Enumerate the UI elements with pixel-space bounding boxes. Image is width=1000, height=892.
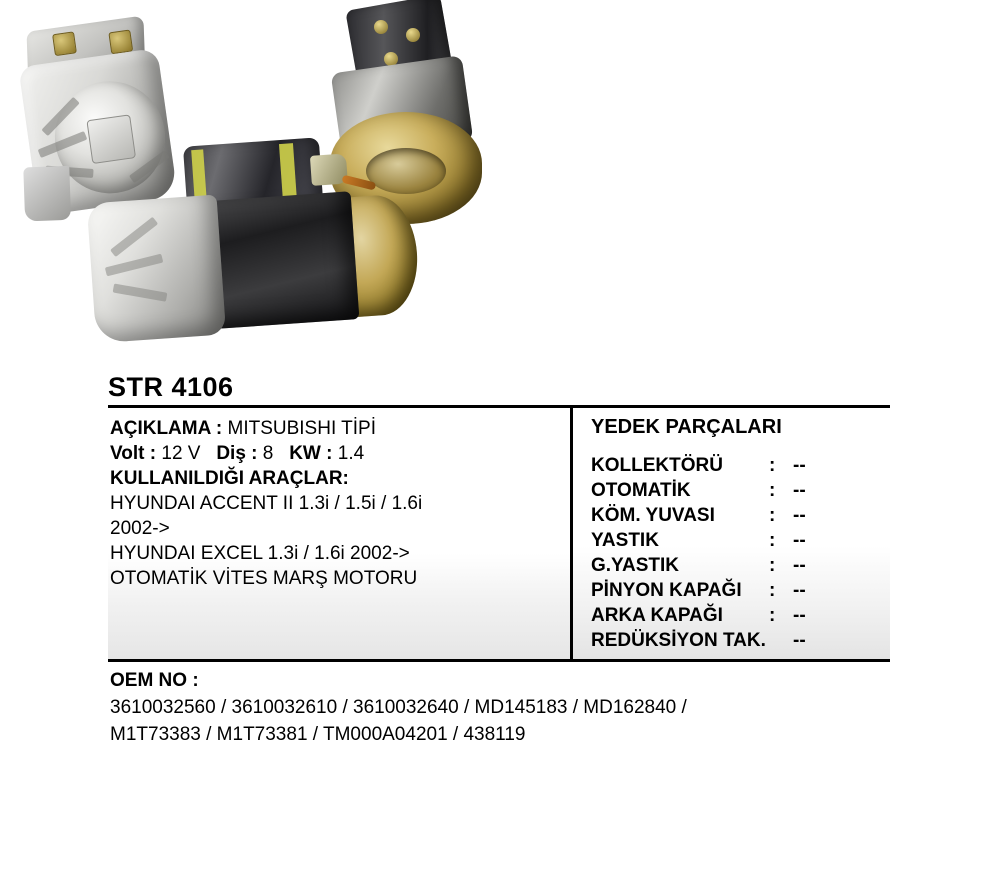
description-row [110,416,564,441]
spare-part-colon: : [769,480,776,502]
spare-parts-column [570,408,890,659]
spare-part-row [587,528,886,553]
starter-1-terminal-bolt [52,31,77,56]
spare-part-colon: : [769,455,776,477]
starter-1-mounting-flange [23,166,71,222]
oem-line: M1T73383 / M1T73381 / TM000A04201 / 438119 [110,724,526,746]
product-details-grid [108,408,890,662]
electrical-spec-row [110,441,564,466]
spare-part-value: -- [793,505,806,527]
spare-part-value: -- [793,580,806,602]
product-specs-column [108,408,570,659]
kw-value: 1.4 [337,443,365,465]
product-info-table [108,372,890,752]
spare-part-name: PİNYON KAPAĞI [591,580,742,602]
spare-part-name: KOLLEKTÖRÜ [591,455,723,477]
starter-1-terminal-bolt [108,29,133,54]
spare-part-colon: : [769,530,776,552]
product-code: STR 4106 [108,372,234,402]
spare-part-row [587,503,886,528]
vehicle-line: OTOMATİK VİTES MARŞ MOTORU [110,568,418,590]
spare-part-colon: : [769,505,776,527]
kw-label: KW : [289,443,333,465]
starter-2-terminal [374,20,388,34]
spare-part-value: -- [793,480,806,502]
spare-part-row [587,603,886,628]
spare-part-name: KÖM. YUVASI [591,505,715,527]
spare-part-row [587,628,886,653]
spare-part-name: G.YASTIK [591,555,679,577]
starter-3-motor-barrel [205,191,360,329]
starter-3-connector-wire [341,175,376,191]
spare-part-row [587,553,886,578]
product-photo-area [0,0,1000,370]
spare-part-colon: : [769,605,776,627]
vehicle-line: HYUNDAI ACCENT II 1.3i / 1.5i / 1.6i [110,493,423,515]
starter-motor-photo-3 [83,127,427,364]
vehicle-line: 2002-> [110,518,170,540]
vehicles-label: KULLANILDIĞI ARAÇLAR: [110,468,349,490]
spare-part-name: YASTIK [591,530,659,552]
spare-part-colon: : [769,580,776,602]
spare-part-value: -- [793,555,806,577]
spare-part-value: -- [793,605,806,627]
spare-part-value: -- [793,455,806,477]
volt-label: Volt : [110,443,157,465]
oem-numbers-section [108,662,890,752]
spare-part-colon: : [769,555,776,577]
spare-part-name: REDÜKSİYON TAK. [591,630,766,652]
oem-label: OEM NO : [110,670,199,692]
teeth-value: 8 [262,443,274,465]
spare-part-row [587,578,886,603]
description-value: MITSUBISHI TİPİ [227,418,377,440]
spare-part-name: ARKA KAPAĞI [591,605,723,627]
product-code-row [108,372,890,408]
spare-part-row [587,478,886,503]
starter-2-terminal [406,28,420,42]
spare-part-row [587,453,886,478]
oem-line: 3610032560 / 3610032610 / 3610032640 / MD145183 / MD162840 / [110,697,687,719]
spare-parts-title: YEDEK PARÇALARI [591,416,782,439]
spare-part-value: -- [793,530,806,552]
spare-part-value: -- [793,630,806,652]
teeth-label: Diş : [216,443,258,465]
description-label: AÇIKLAMA : [110,418,223,440]
volt-value: 12 V [161,443,201,465]
spare-part-name: OTOMATİK [591,480,691,502]
vehicle-line: HYUNDAI EXCEL 1.3i / 1.6i 2002-> [110,543,410,565]
